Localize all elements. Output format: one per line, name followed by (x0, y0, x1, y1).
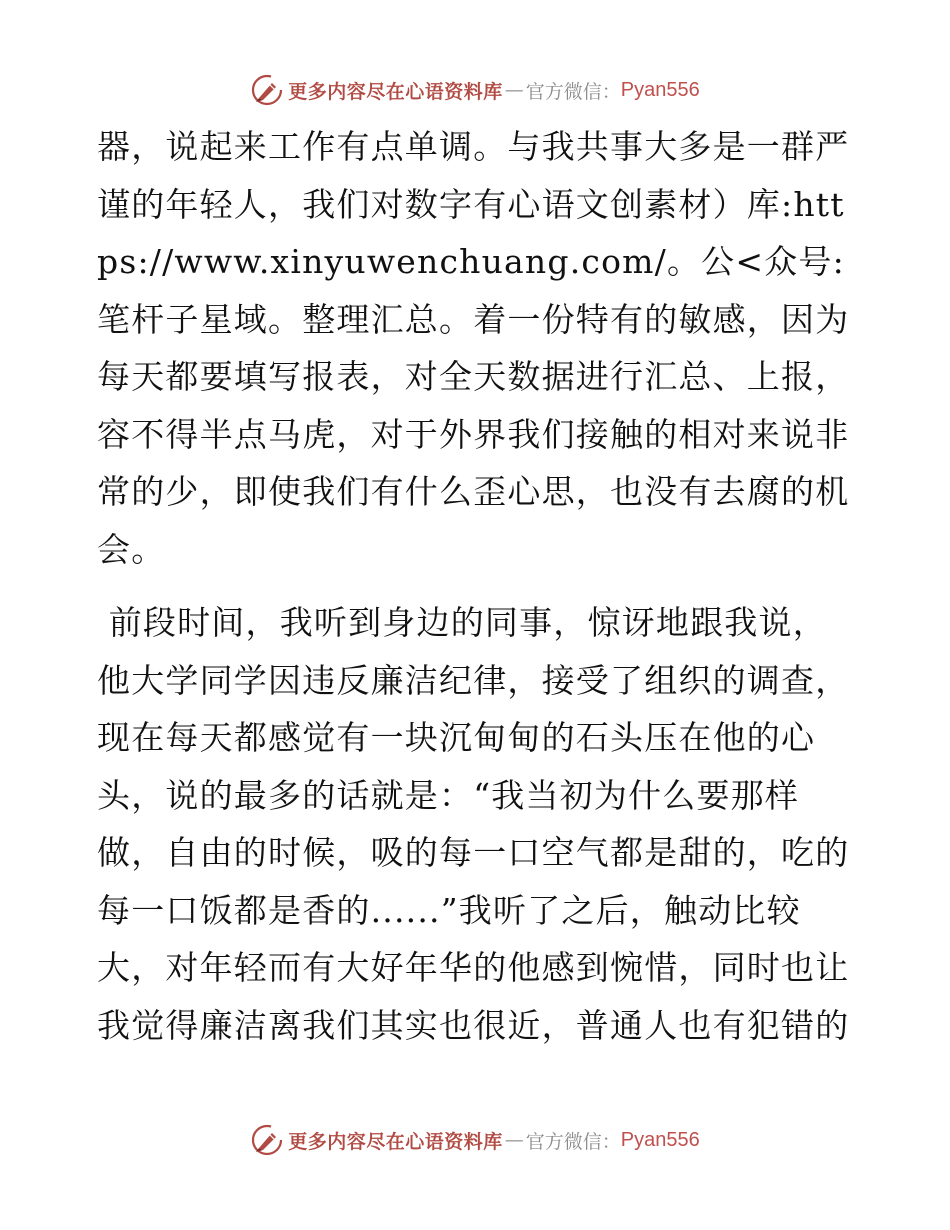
header-banner (0, 70, 950, 110)
paragraph-1: 器，说起来工作有点单调。与我共事大多是一群严谨的年轻人，我们对数字有心语文创素材）库:https://www.xinyuwenchuang.com/。公<众号: 笔杆子星域。整理汇总。着一份特有的敏感，因为每天都要填写报表，对全天数据进行汇总、上报，容不得半点马虎，对于外界我们接触的相对来说非常的少，即使我们有什么歪心思，也没有去腐的机会。 (97, 127, 857, 569)
footer-banner-text: 更多内容尽在心语资料库 (288, 1130, 503, 1153)
pen-nib-logo-icon (250, 73, 284, 107)
header-banner-separator: — (504, 79, 524, 101)
footer-banner-separator: — (504, 1129, 524, 1151)
footer-banner (0, 1120, 950, 1160)
footer-official-label: 官方微信： (525, 1130, 621, 1153)
document-body (97, 118, 857, 1054)
pen-nib-logo-icon (250, 1123, 284, 1157)
header-official-label: 官方微信： (525, 80, 621, 103)
paragraph-2: 前段时间，我听到身边的同事，惊讶地跟我说，他大学同学因违反廉洁纪律，接受了组织的调查，现在每天都感觉有一块沉甸甸的石头压在他的心头，说的最多的话就是：“我当初为什么要那样做，自由的时候，吸的每一口空气都是甜的，吃的每一口饭都是香的......”我听了之后，触动比较大，对年轻而有大好年华的他感到惋惜，同时也让我觉得廉洁离我们其实也很近，普通人也有犯错的 (97, 603, 850, 1045)
header-banner-text: 更多内容尽在心语资料库 (288, 80, 503, 103)
footer-wechat-id: Pyan556 (620, 1128, 700, 1151)
header-wechat-id: Pyan556 (620, 78, 700, 101)
